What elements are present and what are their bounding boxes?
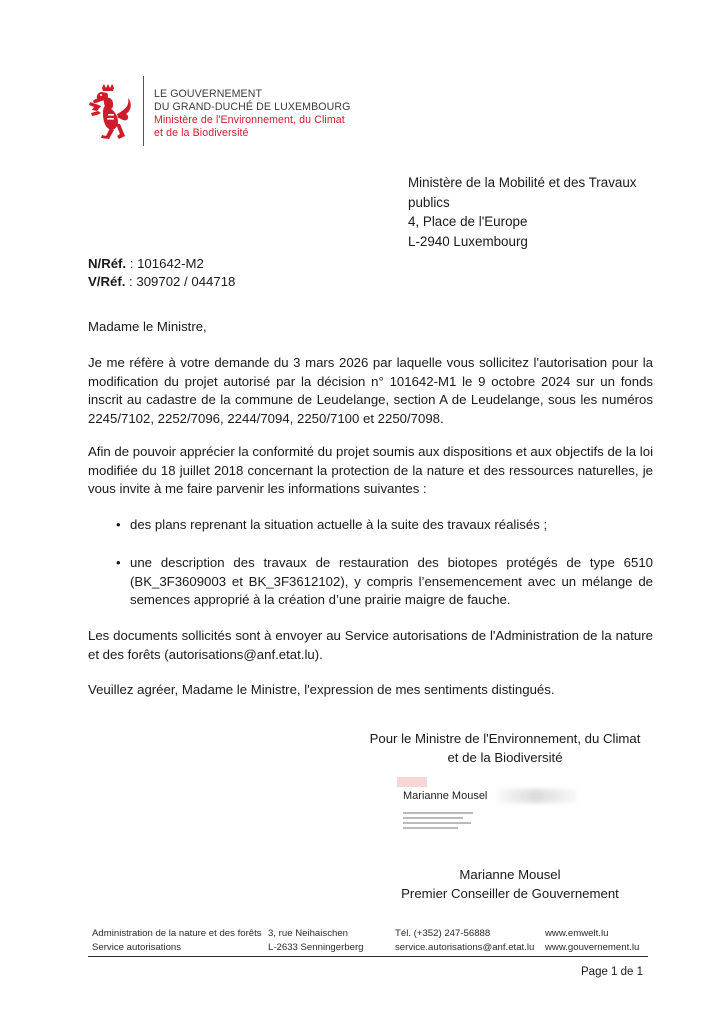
paragraph-conformity: Afin de pouvoir apprécier la conformité du projet soumis aux dispositions et aux objectifs de la loi modifiée du 18 juillet 2018 concernant la protection de la nature et des ressources naturelles, je vous invite à me faire parvenir les informations suivantes :	[88, 444, 653, 496]
gov-name-line2: DU GRAND-DUCHÉ DE LUXEMBOURG	[154, 101, 351, 113]
bullet-text: une description des travaux de restauration des biotopes protégés de type 6510 (BK_3F3609003 et BK_3F3612102), y compris l’ensemencement avec un mélange de semences approprié à la création d’une prairie maigre de fauche.	[130, 555, 653, 607]
recipient-line2: publics	[408, 194, 450, 210]
signer-title: Premier Conseiller de Gouvernement	[401, 885, 619, 901]
esig-highlight	[397, 777, 427, 787]
footer-street: 3, rue Neihaischen	[268, 928, 348, 939]
esig-signer-name: Marianne Mousel	[403, 790, 488, 802]
footer-contact	[395, 927, 534, 954]
signer-name: Marianne Mousel	[459, 867, 561, 882]
signature-org-line1: Pour le Ministre de l'Environnement, du Climat	[369, 731, 641, 746]
recipient-line3: 4, Place de l'Europe	[408, 214, 528, 229]
footer-websites	[545, 927, 639, 954]
signer-block	[380, 866, 640, 903]
footer-admin-name: Administration de la nature et des forêts	[92, 928, 262, 939]
electronic-signature-stamp	[397, 777, 637, 847]
recipient-address	[408, 173, 668, 251]
our-reference	[88, 255, 235, 273]
header-divider	[143, 76, 144, 146]
our-reference-value: : 101642-M2	[126, 256, 204, 271]
recipient-line4: L-2940 Luxembourg	[408, 233, 528, 249]
esig-metadata-lines	[403, 812, 473, 829]
esig-blurred-signature	[497, 789, 577, 803]
bullet-icon: •	[116, 517, 121, 532]
bullet-list-item-description	[88, 554, 653, 610]
salutation: Madame le Ministre,	[88, 319, 207, 334]
list-item	[88, 554, 653, 610]
your-reference-label: V/Réf.	[88, 274, 126, 289]
bullet-icon: •	[116, 555, 121, 570]
your-reference	[88, 273, 235, 291]
recipient-line1: Ministère de la Mobilité et des Travaux	[408, 175, 637, 190]
list-item	[88, 516, 653, 535]
luxembourg-red-lion-icon	[88, 84, 132, 140]
footer-phone: Tél. (+352) 247-56888	[395, 928, 491, 939]
our-reference-label: N/Réf.	[88, 256, 127, 271]
government-header	[154, 88, 350, 140]
ministry-line1: Ministère de l'Environnement, du Climat	[154, 114, 345, 126]
footer-email: service.autorisations@anf.etat.lu	[395, 941, 535, 953]
closing-formula: Veuillez agréer, Madame le Ministre, l'expression de mes sentiments distingués.	[88, 682, 555, 697]
footer-website-gouvernement: www.gouvernement.lu	[545, 941, 640, 953]
bullet-list-item-plans	[88, 516, 653, 535]
gov-name-line1: LE GOUVERNEMENT	[154, 88, 263, 100]
signature-org-line2: et de la Biodiversité	[447, 749, 563, 765]
page-number: Page 1 de 1	[581, 966, 644, 978]
footer-administration	[92, 927, 262, 954]
paragraph-request: Je me réfère à votre demande du 3 mars 2026 par laquelle vous sollicitez l'autorisation pour la modification du projet autorisé par la décision n° 101642-M1 le 9 octobre 2024 sur un fonds inscrit au cadastre de la commune de Leudelange, section A de Leudelange, sous les numéros 2245/7102, 2252/7096, 2244/7094, 2250/7100 et 2250/7098.	[88, 355, 653, 426]
footer-service-name: Service autorisations	[92, 941, 182, 953]
ministry-line2: et de la Biodiversité	[154, 127, 249, 139]
footer-postcode: L-2633 Senningerberg	[268, 941, 364, 953]
references	[88, 255, 235, 291]
your-reference-value: : 309702 / 044718	[125, 274, 236, 289]
bullet-text: des plans reprenant la situation actuelle à la suite des travaux réalisés ;	[130, 517, 548, 532]
footer-website-emwelt: www.emwelt.lu	[545, 928, 609, 939]
footer-address	[268, 927, 363, 954]
signature-organisation	[360, 730, 650, 767]
paragraph-documents: Les documents sollicités sont à envoyer au Service autorisations de l'Administration de la nature et des forêts (autorisations@anf.etat.lu).	[88, 628, 653, 662]
footer-divider	[88, 956, 648, 957]
